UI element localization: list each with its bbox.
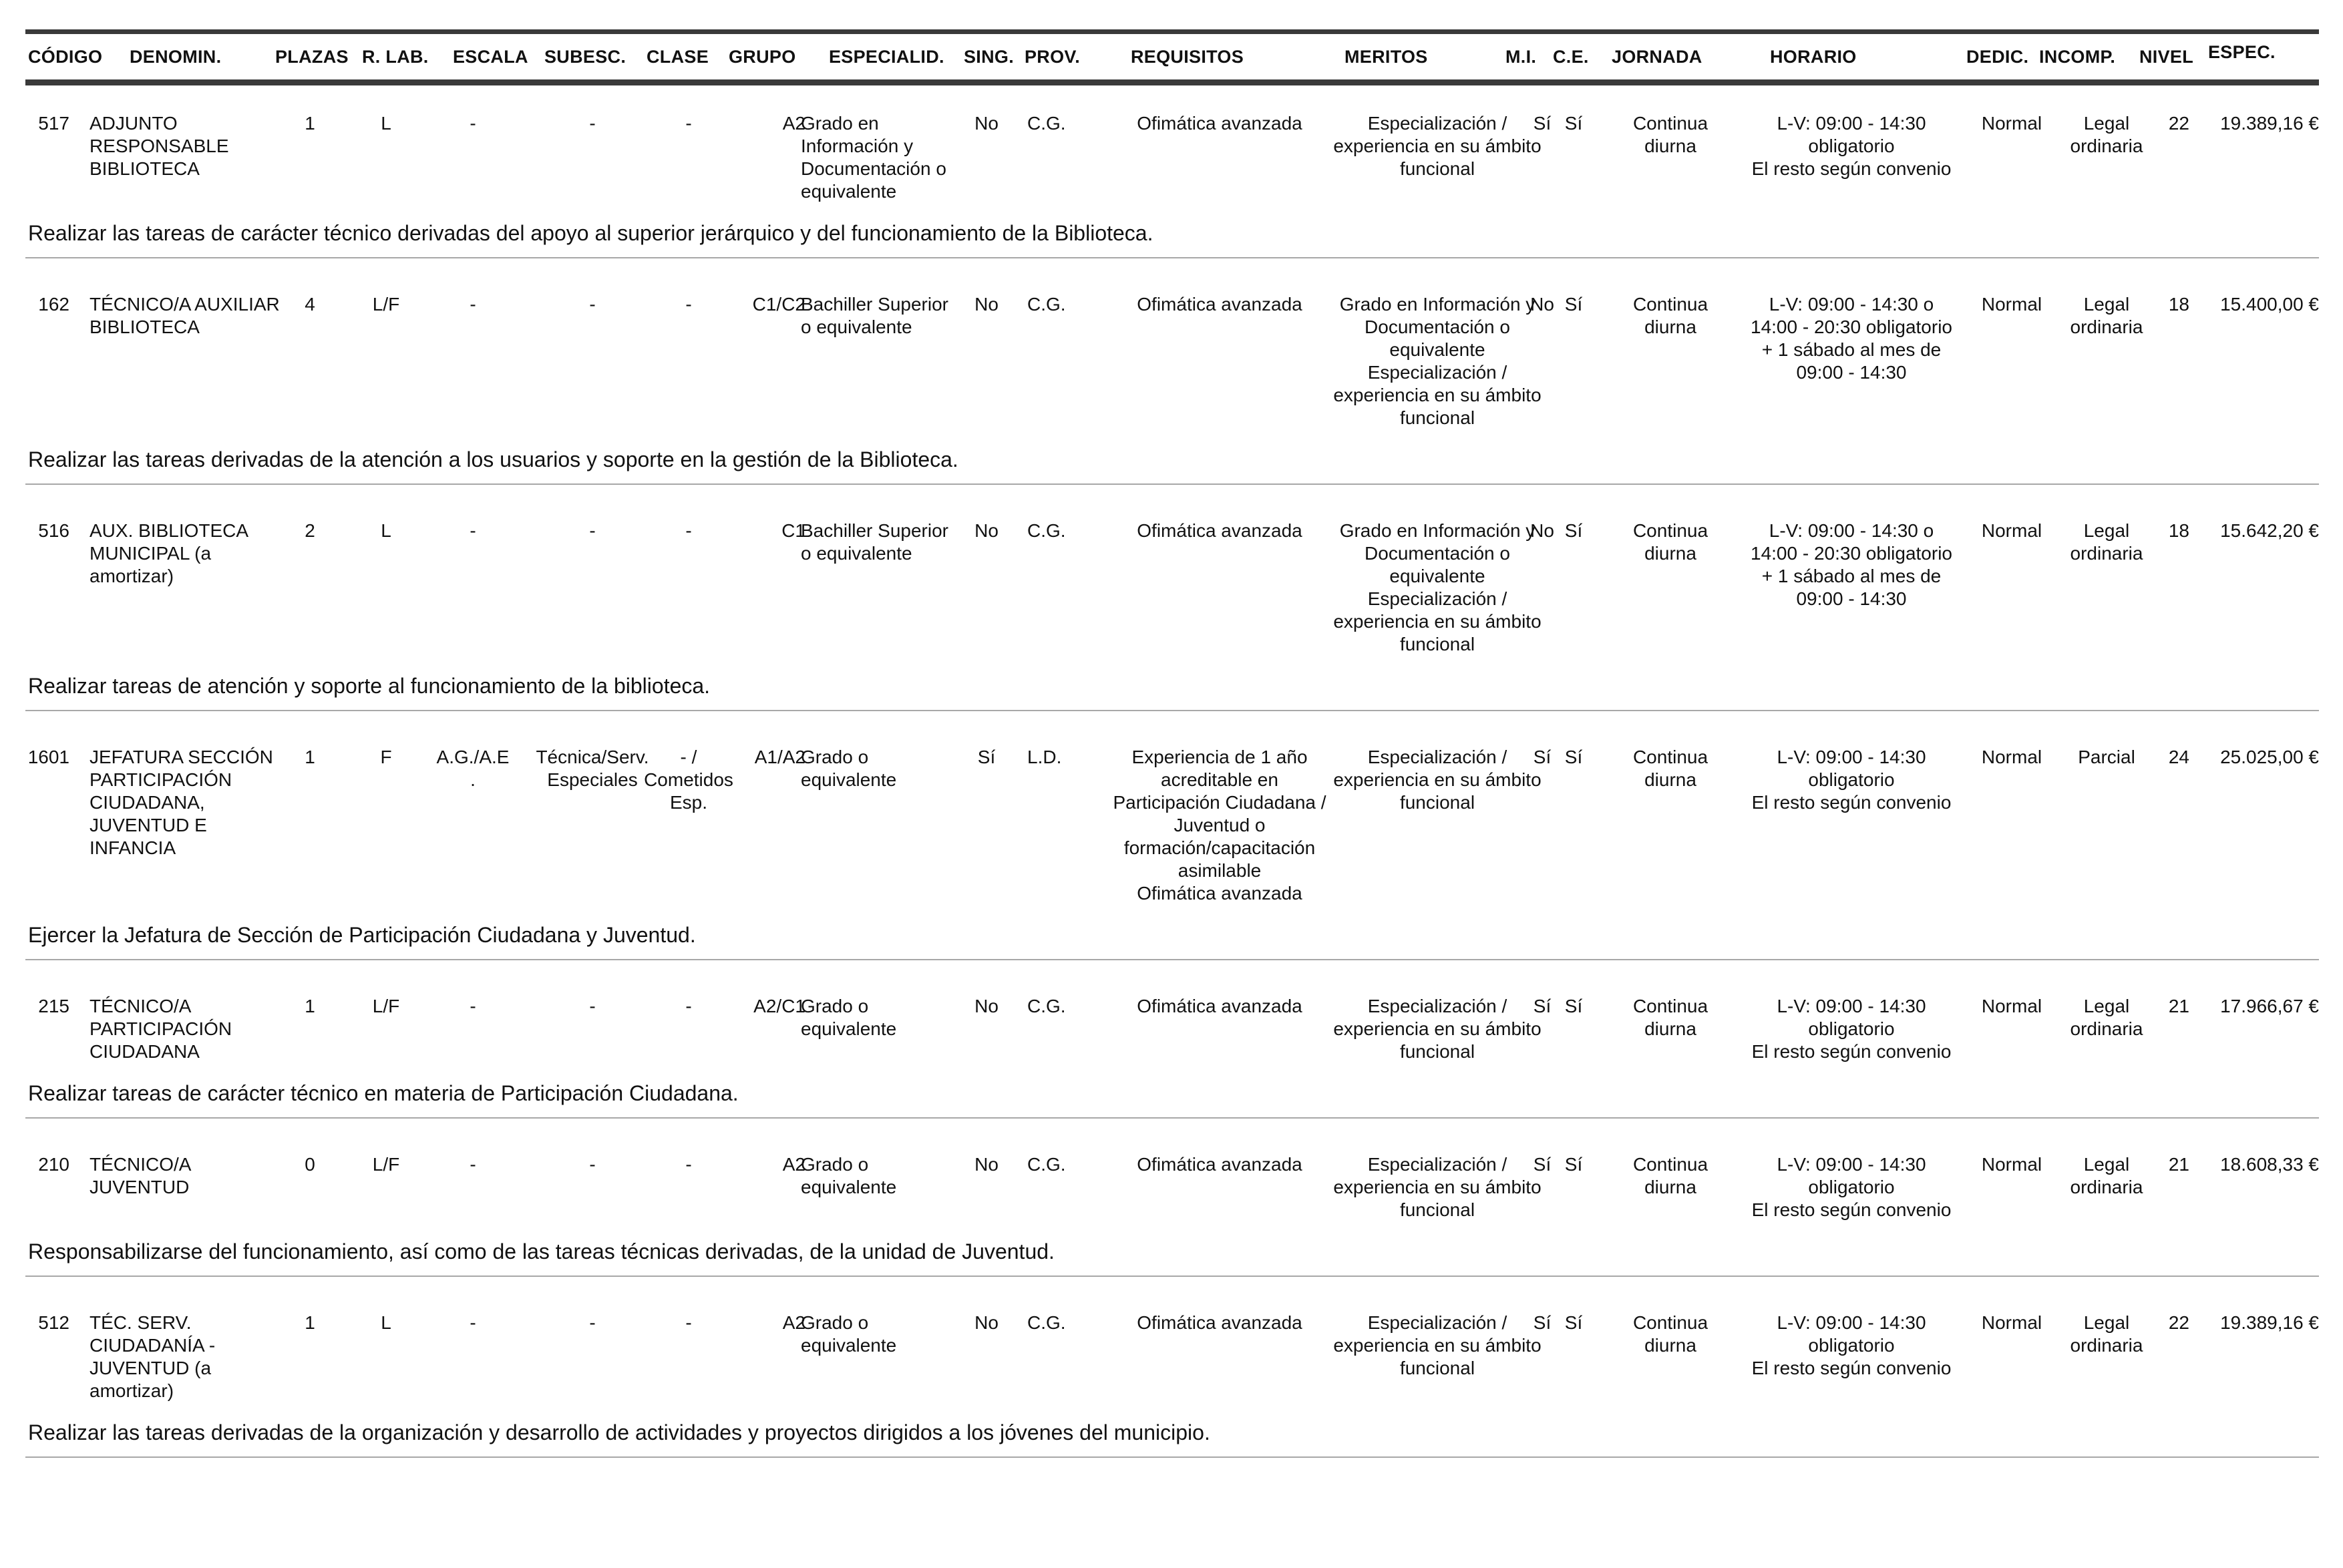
header-espec: ESPEC. xyxy=(2208,42,2276,62)
cell-especialid: Grado o equivalente xyxy=(801,996,897,1039)
table-body xyxy=(25,85,2319,1466)
row-description: Realizar las tareas derivadas de la organización y desarrollo de actividades y proyectos dirigidos a los jóvenes del municipio. xyxy=(28,1420,1210,1444)
cell-dedic: Normal xyxy=(1981,1312,2042,1333)
cell-especialid: Bachiller Superior o equivalente xyxy=(801,294,948,337)
cell-subesc: - xyxy=(589,996,596,1016)
row-separator xyxy=(25,710,2319,711)
cell-sing: No xyxy=(974,113,999,134)
row-separator xyxy=(25,1456,2319,1458)
header-meritos: MERITOS xyxy=(1344,47,1428,67)
cell-jornada: Continua diurna xyxy=(1632,294,1708,337)
row-description: Ejercer la Jefatura de Sección de Participación Ciudadana y Juventud. xyxy=(28,923,696,947)
cell-subesc: - xyxy=(589,113,596,134)
cell-ce: Sí xyxy=(1564,294,1583,315)
cell-plazas: 1 xyxy=(305,113,315,134)
header-especialid: ESPECIALID. xyxy=(829,47,944,67)
cell-meritos: Especialización / experiencia en su ámbito funcional xyxy=(1333,747,1542,813)
cell-codigo: 512 xyxy=(38,1312,69,1333)
cell-meritos: Especialización / experiencia en su ámbito funcional xyxy=(1333,113,1542,179)
row-cells xyxy=(25,746,2319,905)
cell-escala: - xyxy=(470,113,476,134)
cell-nivel: 18 xyxy=(2168,294,2189,315)
cell-grupo: C1 xyxy=(781,520,805,541)
cell-sing: No xyxy=(974,294,999,315)
header-escala: ESCALA xyxy=(453,47,528,67)
row-separator xyxy=(25,959,2319,960)
cell-dedic: Normal xyxy=(1981,113,2042,134)
row-separator xyxy=(25,257,2319,258)
table-row xyxy=(25,85,2319,266)
cell-meritos: Grado en Información y Documentación o equivalente Especialización / experiencia en su ámbito funcional xyxy=(1333,294,1542,428)
cell-plazas: 2 xyxy=(305,520,315,541)
cell-grupo: A1/A2 xyxy=(754,747,805,767)
header-dedic: DEDIC. xyxy=(1966,47,2029,67)
row-cells xyxy=(25,995,2319,1063)
header-grupo: GRUPO xyxy=(729,47,796,67)
cell-grupo: A2 xyxy=(782,1312,805,1333)
table-row xyxy=(25,1285,2319,1466)
cell-sing: No xyxy=(974,1312,999,1333)
cell-mi: No xyxy=(1530,520,1554,541)
cell-clase: - xyxy=(685,113,692,134)
cell-clase: - / Cometidos Esp. xyxy=(644,747,733,813)
cell-incomp: Legal ordinaria xyxy=(2070,113,2143,156)
cell-mi: Sí xyxy=(1533,747,1552,767)
cell-espec: 25.025,00 € xyxy=(2220,747,2319,767)
header-horario: HORARIO xyxy=(1770,47,1857,67)
header-rlab: R. LAB. xyxy=(362,47,429,67)
cell-horario: L-V: 09:00 - 14:30 obligatorio El resto según convenio xyxy=(1751,747,1952,813)
cell-sing: No xyxy=(974,996,999,1016)
cell-sing: No xyxy=(974,520,999,541)
cell-prov: C.G. xyxy=(1027,113,1066,134)
cell-grupo: A2 xyxy=(782,113,805,134)
cell-rlab: L xyxy=(381,520,391,541)
cell-horario: L-V: 09:00 - 14:30 obligatorio El resto según convenio xyxy=(1751,996,1952,1062)
table-row xyxy=(25,493,2319,719)
header-jornada: JORNADA xyxy=(1612,47,1702,67)
cell-ce: Sí xyxy=(1564,520,1583,541)
cell-clase: - xyxy=(685,996,692,1016)
cell-clase: - xyxy=(685,294,692,315)
cell-subesc: - xyxy=(589,1312,596,1333)
header-prov: PROV. xyxy=(1025,47,1081,67)
cell-ce: Sí xyxy=(1564,747,1583,767)
cell-prov: C.G. xyxy=(1027,996,1066,1016)
rpt-table xyxy=(25,29,2319,1466)
cell-subesc: - xyxy=(589,520,596,541)
cell-denomin: AUX. BIBLIOTECA MUNICIPAL (a amortizar) xyxy=(89,520,249,586)
cell-prov: C.G. xyxy=(1027,294,1066,315)
header-denomin: DENOMIN. xyxy=(130,47,222,67)
cell-plazas: 4 xyxy=(305,294,315,315)
table-row xyxy=(25,266,2319,493)
cell-rlab: L xyxy=(381,1312,391,1333)
cell-requisitos: Ofimática avanzada xyxy=(1137,113,1302,134)
cell-mi: Sí xyxy=(1533,1312,1552,1333)
cell-horario: L-V: 09:00 - 14:30 o 14:00 - 20:30 obligatorio + 1 sábado al mes de 09:00 - 14:30 xyxy=(1751,294,1952,383)
cell-espec: 15.400,00 € xyxy=(2220,294,2319,315)
cell-codigo: 210 xyxy=(38,1154,69,1175)
cell-espec: 17.966,67 € xyxy=(2220,996,2319,1016)
cell-dedic: Normal xyxy=(1981,1154,2042,1175)
cell-nivel: 22 xyxy=(2168,1312,2189,1333)
cell-prov: L.D. xyxy=(1027,747,1062,767)
cell-subesc: - xyxy=(589,294,596,315)
cell-ce: Sí xyxy=(1564,996,1583,1016)
cell-denomin: ADJUNTO RESPONSABLE BIBLIOTECA xyxy=(89,113,229,179)
table-header-row xyxy=(25,34,2319,79)
cell-mi: Sí xyxy=(1533,1154,1552,1175)
cell-sing: No xyxy=(974,1154,999,1175)
cell-plazas: 1 xyxy=(305,1312,315,1333)
cell-especialid: Grado o equivalente xyxy=(801,1154,897,1197)
cell-grupo: C1/C2 xyxy=(752,294,805,315)
row-separator xyxy=(25,483,2319,485)
cell-codigo: 162 xyxy=(38,294,69,315)
cell-escala: - xyxy=(470,520,476,541)
cell-clase: - xyxy=(685,1154,692,1175)
cell-rlab: L/F xyxy=(372,294,400,315)
header-clase: CLASE xyxy=(647,47,709,67)
cell-escala: - xyxy=(470,1154,476,1175)
cell-codigo: 215 xyxy=(38,996,69,1016)
cell-codigo: 517 xyxy=(38,113,69,134)
cell-clase: - xyxy=(685,520,692,541)
table-row xyxy=(25,719,2319,968)
cell-meritos: Especialización / experiencia en su ámbito funcional xyxy=(1333,996,1542,1062)
cell-jornada: Continua diurna xyxy=(1632,1312,1708,1356)
cell-prov: C.G. xyxy=(1027,1312,1066,1333)
row-cells xyxy=(25,520,2319,656)
cell-nivel: 21 xyxy=(2168,1154,2189,1175)
cell-meritos: Especialización / experiencia en su ámbito funcional xyxy=(1333,1154,1542,1220)
row-description: Realizar tareas de atención y soporte al funcionamiento de la biblioteca. xyxy=(28,674,711,698)
row-separator xyxy=(25,1117,2319,1119)
header-sing: SING. xyxy=(964,47,1015,67)
cell-espec: 15.642,20 € xyxy=(2220,520,2319,541)
row-cells xyxy=(25,1153,2319,1221)
cell-ce: Sí xyxy=(1564,1312,1583,1333)
cell-jornada: Continua diurna xyxy=(1632,520,1708,564)
row-description: Realizar las tareas derivadas de la atención a los usuarios y soporte en la gestión de la Biblioteca. xyxy=(28,447,958,471)
cell-especialid: Grado o equivalente xyxy=(801,1312,897,1356)
cell-subesc: - xyxy=(589,1154,596,1175)
cell-prov: C.G. xyxy=(1027,520,1066,541)
cell-jornada: Continua diurna xyxy=(1632,747,1708,790)
cell-mi: No xyxy=(1530,294,1554,315)
cell-horario: L-V: 09:00 - 14:30 obligatorio El resto según convenio xyxy=(1751,1154,1952,1220)
cell-ce: Sí xyxy=(1564,113,1583,134)
cell-rlab: F xyxy=(380,747,392,767)
cell-nivel: 21 xyxy=(2168,996,2189,1016)
cell-codigo: 516 xyxy=(38,520,69,541)
cell-escala: A.G./A.E . xyxy=(436,747,510,790)
cell-incomp: Legal ordinaria xyxy=(2070,1312,2143,1356)
cell-dedic: Normal xyxy=(1981,520,2042,541)
table-header-rule xyxy=(25,79,2319,85)
cell-rlab: L xyxy=(381,113,391,134)
cell-requisitos: Ofimática avanzada xyxy=(1137,996,1302,1016)
cell-codigo: 1601 xyxy=(27,747,69,767)
cell-especialid: Bachiller Superior o equivalente xyxy=(801,520,948,564)
row-cells xyxy=(25,112,2319,203)
header-plazas: PLAZAS xyxy=(275,47,349,67)
cell-denomin: TÉCNICO/A JUVENTUD xyxy=(89,1154,190,1197)
header-requisitos: REQUISITOS xyxy=(1131,47,1244,67)
cell-jornada: Continua diurna xyxy=(1632,113,1708,156)
cell-dedic: Normal xyxy=(1981,747,2042,767)
header-ce: C.E. xyxy=(1553,47,1589,67)
cell-rlab: L/F xyxy=(372,1154,400,1175)
cell-meritos: Especialización / experiencia en su ámbito funcional xyxy=(1333,1312,1542,1378)
cell-incomp: Legal ordinaria xyxy=(2070,996,2143,1039)
cell-nivel: 24 xyxy=(2168,747,2189,767)
cell-horario: L-V: 09:00 - 14:30 o 14:00 - 20:30 obligatorio + 1 sábado al mes de 09:00 - 14:30 xyxy=(1751,520,1952,609)
cell-dedic: Normal xyxy=(1981,294,2042,315)
header-codigo: CÓDIGO xyxy=(28,47,103,67)
row-description: Realizar tareas de carácter técnico en materia de Participación Ciudadana. xyxy=(28,1081,739,1105)
cell-incomp: Legal ordinaria xyxy=(2070,294,2143,337)
cell-meritos: Grado en Información y Documentación o equivalente Especialización / experiencia en su ámbito funcional xyxy=(1333,520,1542,654)
cell-plazas: 1 xyxy=(305,747,315,767)
row-description: Responsabilizarse del funcionamiento, así como de las tareas técnicas derivadas, de la unidad de Juventud. xyxy=(28,1239,1055,1263)
header-incomp: INCOMP. xyxy=(2039,47,2116,67)
header-nivel: NIVEL xyxy=(2139,47,2194,67)
cell-clase: - xyxy=(685,1312,692,1333)
cell-requisitos: Ofimática avanzada xyxy=(1137,1154,1302,1175)
cell-escala: - xyxy=(470,294,476,315)
cell-grupo: A2 xyxy=(782,1154,805,1175)
table-row xyxy=(25,968,2319,1127)
cell-denomin: TÉCNICO/A PARTICIPACIÓN CIUDADANA xyxy=(89,996,232,1062)
cell-escala: - xyxy=(470,996,476,1016)
row-cells xyxy=(25,1312,2319,1402)
cell-nivel: 18 xyxy=(2168,520,2189,541)
cell-requisitos: Ofimática avanzada xyxy=(1137,520,1302,541)
cell-espec: 19.389,16 € xyxy=(2220,113,2319,134)
cell-dedic: Normal xyxy=(1981,996,2042,1016)
cell-requisitos: Ofimática avanzada xyxy=(1137,1312,1302,1333)
cell-ce: Sí xyxy=(1564,1154,1583,1175)
cell-grupo: A2/C1 xyxy=(753,996,805,1016)
cell-plazas: 0 xyxy=(305,1154,315,1175)
cell-incomp: Parcial xyxy=(2078,747,2135,767)
cell-incomp: Legal ordinaria xyxy=(2070,1154,2143,1197)
cell-requisitos: Ofimática avanzada xyxy=(1137,294,1302,315)
header-subesc: SUBESC. xyxy=(544,47,626,67)
cell-denomin: TÉC. SERV. CIUDADANÍA - JUVENTUD (a amortizar) xyxy=(89,1312,216,1401)
cell-plazas: 1 xyxy=(305,996,315,1016)
cell-denomin: TÉCNICO/A AUXILIAR BIBLIOTECA xyxy=(89,294,280,337)
cell-espec: 18.608,33 € xyxy=(2220,1154,2319,1175)
cell-rlab: L/F xyxy=(372,996,400,1016)
cell-subesc: Técnica/Serv. Especiales xyxy=(536,747,649,790)
cell-sing: Sí xyxy=(977,747,996,767)
header-mi: M.I. xyxy=(1505,47,1537,67)
table-top-rule xyxy=(25,29,2319,34)
cell-mi: Sí xyxy=(1533,996,1552,1016)
cell-espec: 19.389,16 € xyxy=(2220,1312,2319,1333)
cell-horario: L-V: 09:00 - 14:30 obligatorio El resto según convenio xyxy=(1751,113,1952,179)
row-separator xyxy=(25,1276,2319,1277)
table-row xyxy=(25,1127,2319,1285)
cell-requisitos: Experiencia de 1 año acreditable en Participación Ciudadana / Juventud o formación/capacitación asimilable Ofimática avanzada xyxy=(1113,747,1326,904)
cell-horario: L-V: 09:00 - 14:30 obligatorio El resto según convenio xyxy=(1751,1312,1952,1378)
row-description: Realizar las tareas de carácter técnico derivadas del apoyo al superior jerárquico y del funcionamiento de la Biblioteca. xyxy=(28,221,1153,245)
cell-escala: - xyxy=(470,1312,476,1333)
cell-mi: Sí xyxy=(1533,113,1552,134)
cell-incomp: Legal ordinaria xyxy=(2070,520,2143,564)
cell-jornada: Continua diurna xyxy=(1632,1154,1708,1197)
cell-denomin: JEFATURA SECCIÓN PARTICIPACIÓN CIUDADANA, JUVENTUD E INFANCIA xyxy=(89,747,273,858)
cell-nivel: 22 xyxy=(2168,113,2189,134)
row-cells xyxy=(25,293,2319,429)
cell-jornada: Continua diurna xyxy=(1632,996,1708,1039)
cell-especialid: Grado en Información y Documentación o equivalente xyxy=(801,113,946,202)
cell-prov: C.G. xyxy=(1027,1154,1066,1175)
cell-especialid: Grado o equivalente xyxy=(801,747,897,790)
